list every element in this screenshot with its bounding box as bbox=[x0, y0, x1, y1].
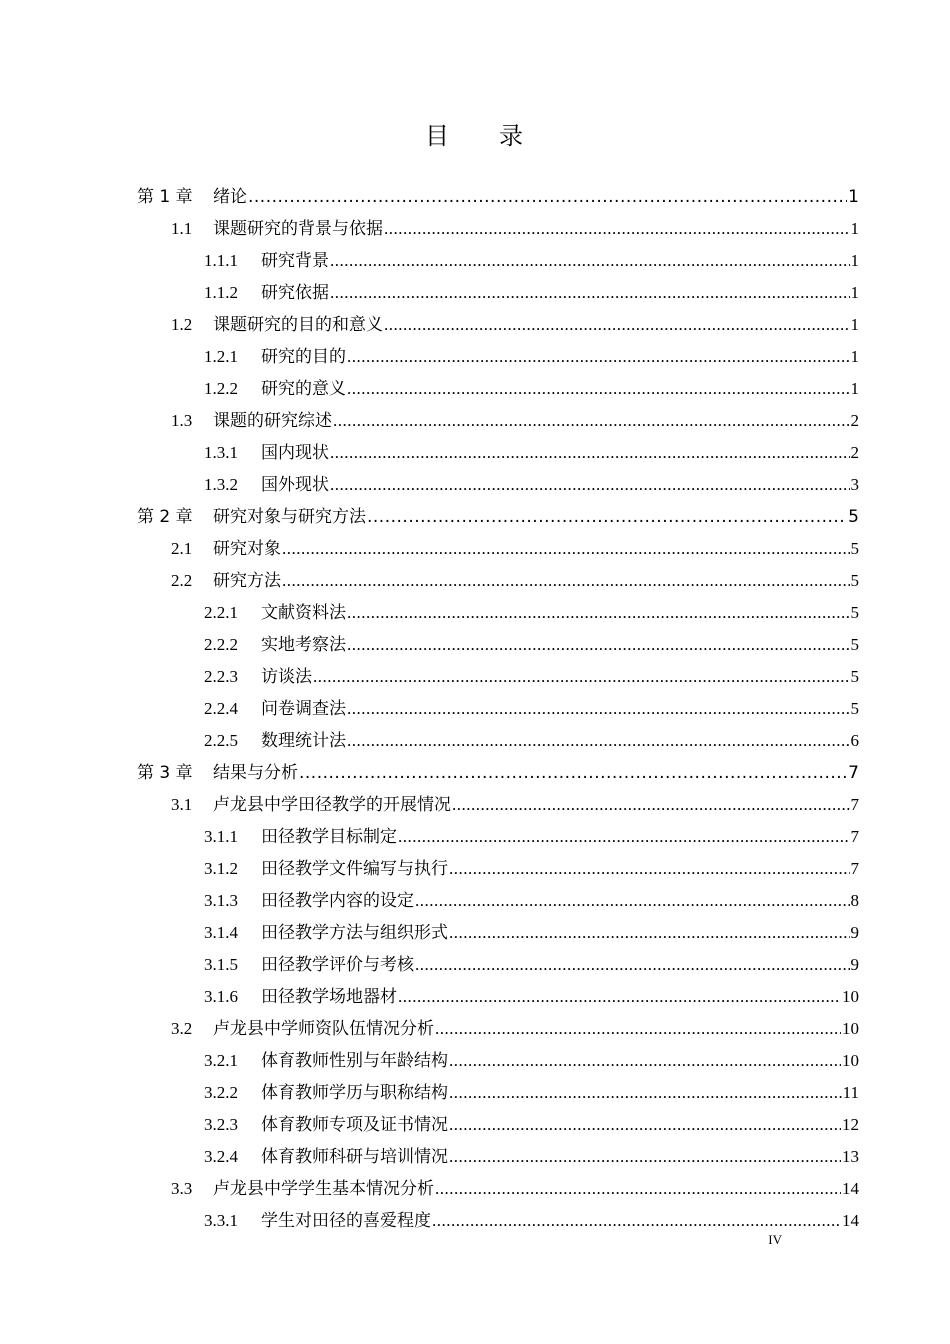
toc-entry-page: 1 bbox=[850, 379, 859, 398]
toc-entry-page: 5 bbox=[850, 667, 859, 686]
toc-entry-number: 2.1 bbox=[171, 539, 193, 558]
toc-entry-number: 2.2.4 bbox=[204, 699, 238, 718]
toc-entry-level-2[interactable] bbox=[171, 533, 859, 565]
toc-entry-level-3[interactable] bbox=[204, 629, 859, 661]
toc-leader-dots bbox=[452, 789, 850, 821]
toc-entry-level-1[interactable] bbox=[137, 757, 859, 789]
toc-entry-level-2[interactable] bbox=[171, 1173, 859, 1205]
toc-entry-number: 3.3 bbox=[171, 1179, 193, 1198]
toc-entry-level-1[interactable] bbox=[137, 501, 859, 533]
toc-entry-number: 3.1.4 bbox=[204, 923, 238, 942]
page-number-footer: IV bbox=[768, 1232, 782, 1247]
toc-entry-number: 第 1 章 bbox=[137, 187, 193, 207]
toc-entry-level-2[interactable] bbox=[171, 565, 859, 597]
toc-entry-page: 10 bbox=[842, 1051, 859, 1070]
toc-entry-level-3[interactable] bbox=[204, 821, 859, 853]
toc-entry-page: 1 bbox=[850, 219, 859, 238]
toc-entry-page: 1 bbox=[850, 251, 859, 270]
toc-entry-title: 田径教学目标制定 bbox=[261, 827, 397, 846]
toc-leader-dots bbox=[449, 1109, 841, 1141]
toc-leader-dots bbox=[330, 469, 850, 501]
toc-entry-page: 11 bbox=[842, 1083, 859, 1102]
toc-leader-dots bbox=[299, 757, 847, 789]
toc-entry-level-3[interactable] bbox=[204, 373, 859, 405]
toc-entry-number: 1.2 bbox=[171, 315, 193, 334]
toc-entry-level-3[interactable] bbox=[204, 661, 859, 693]
toc-entry-level-3[interactable] bbox=[204, 1045, 859, 1077]
toc-leader-dots bbox=[333, 405, 850, 437]
toc-entry-number: 3.1.3 bbox=[204, 891, 238, 910]
toc-entry-title: 学生对田径的喜爱程度 bbox=[261, 1211, 431, 1230]
toc-entry-number: 3.2.3 bbox=[204, 1115, 238, 1134]
toc-entry-page: 7 bbox=[850, 827, 859, 846]
toc-heading-char-2: 录 bbox=[499, 122, 525, 150]
toc-entry-number: 3.1.6 bbox=[204, 987, 238, 1006]
toc-leader-dots bbox=[415, 949, 850, 981]
toc-entry-title: 田径教学内容的设定 bbox=[261, 891, 414, 910]
toc-entry-page: 5 bbox=[850, 571, 859, 590]
toc-entry-page: 14 bbox=[842, 1211, 859, 1230]
toc-entry-page: 5 bbox=[850, 603, 859, 622]
toc-entry-title: 研究方法 bbox=[213, 571, 281, 590]
toc-entry-title: 结果与分析 bbox=[213, 763, 298, 783]
toc-leader-dots bbox=[330, 277, 850, 309]
toc-leader-dots bbox=[449, 917, 850, 949]
toc-entry-level-3[interactable] bbox=[204, 949, 859, 981]
toc-entry-title: 卢龙县中学师资队伍情况分析 bbox=[213, 1019, 434, 1038]
toc-leader-dots bbox=[435, 1173, 841, 1205]
toc-entry-page: 5 bbox=[850, 539, 859, 558]
toc-entry-level-3[interactable] bbox=[204, 1109, 859, 1141]
toc-entry-level-3[interactable] bbox=[204, 469, 859, 501]
toc-entry-title: 田径教学评价与考核 bbox=[261, 955, 414, 974]
toc-leader-dots bbox=[449, 1045, 841, 1077]
toc-entry-title: 研究对象 bbox=[213, 539, 281, 558]
toc-entry-number: 3.1.2 bbox=[204, 859, 238, 878]
toc-entry-title: 数理统计法 bbox=[261, 731, 346, 750]
toc-entry-page: 1 bbox=[850, 315, 859, 334]
toc-leader-dots bbox=[347, 597, 850, 629]
toc-leader-dots bbox=[384, 213, 850, 245]
toc-entry-level-3[interactable] bbox=[204, 725, 859, 757]
toc-entry-page: 2 bbox=[850, 443, 859, 462]
toc-entry-number: 3.1.5 bbox=[204, 955, 238, 974]
toc-leader-dots bbox=[398, 821, 850, 853]
toc-entry-page: 7 bbox=[850, 795, 859, 814]
toc-entry-number: 3.1 bbox=[171, 795, 193, 814]
toc-entry-title: 体育教师科研与培训情况 bbox=[261, 1147, 448, 1166]
toc-entry-level-2[interactable] bbox=[171, 789, 859, 821]
toc-entry-level-3[interactable] bbox=[204, 597, 859, 629]
toc-leader-dots bbox=[330, 245, 850, 277]
toc-entry-level-3[interactable] bbox=[204, 1141, 859, 1173]
toc-entry-number: 3.2.2 bbox=[204, 1083, 238, 1102]
toc-entry-number: 1.3.1 bbox=[204, 443, 238, 462]
toc-entry-page: 9 bbox=[850, 955, 859, 974]
toc-entry-number: 2.2.5 bbox=[204, 731, 238, 750]
toc-entry-page: 7 bbox=[850, 859, 859, 878]
toc-entry-title: 研究的目的 bbox=[261, 347, 346, 366]
toc-entry-level-3[interactable] bbox=[204, 1077, 859, 1109]
toc-entry-number: 2.2.2 bbox=[204, 635, 238, 654]
toc-entry-title: 访谈法 bbox=[261, 667, 312, 686]
toc-leader-dots bbox=[449, 1077, 842, 1109]
toc-entry-number: 第 2 章 bbox=[137, 507, 193, 527]
toc-entry-page: 1 bbox=[850, 347, 859, 366]
toc-entry-number: 1.1 bbox=[171, 219, 193, 238]
toc-entry-title: 体育教师专项及证书情况 bbox=[261, 1115, 448, 1134]
toc-entry-title: 国内现状 bbox=[261, 443, 329, 462]
toc-leader-dots bbox=[330, 437, 850, 469]
toc-entry-level-3[interactable] bbox=[204, 981, 859, 1013]
toc-entry-level-3[interactable] bbox=[204, 693, 859, 725]
toc-heading-char-1: 目 bbox=[425, 122, 451, 150]
toc-entry-number: 3.2.1 bbox=[204, 1051, 238, 1070]
toc-entry-page: 6 bbox=[850, 731, 859, 750]
toc-entry-page: 10 bbox=[842, 987, 859, 1006]
toc-entry-page: 12 bbox=[842, 1115, 859, 1134]
toc-entry-title: 研究背景 bbox=[261, 251, 329, 270]
toc-leader-dots bbox=[384, 309, 850, 341]
toc-leader-dots bbox=[282, 533, 850, 565]
toc-entry-number: 1.2.1 bbox=[204, 347, 238, 366]
toc-entry-number: 2.2.3 bbox=[204, 667, 238, 686]
toc-entry-number: 1.1.1 bbox=[204, 251, 238, 270]
toc-entry-title: 课题研究的背景与依据 bbox=[213, 219, 383, 238]
toc-entry-title: 卢龙县中学田径教学的开展情况 bbox=[213, 795, 451, 814]
toc-leader-dots bbox=[347, 341, 850, 373]
toc-entry-level-3[interactable] bbox=[204, 917, 859, 949]
toc-entry-title: 田径教学文件编写与执行 bbox=[261, 859, 448, 878]
toc-leader-dots bbox=[347, 693, 850, 725]
toc-entry-level-3[interactable] bbox=[204, 341, 859, 373]
toc-entry-title: 卢龙县中学学生基本情况分析 bbox=[213, 1179, 434, 1198]
toc-entry-number: 3.2 bbox=[171, 1019, 193, 1038]
toc-entry-title: 课题的研究综述 bbox=[213, 411, 332, 430]
toc-leader-dots bbox=[313, 661, 850, 693]
toc-leader-dots bbox=[347, 629, 850, 661]
toc-leader-dots bbox=[282, 565, 850, 597]
toc-entry-number: 3.1.1 bbox=[204, 827, 238, 846]
toc-entry-page: 8 bbox=[850, 891, 859, 910]
toc-entry-page: 13 bbox=[842, 1147, 859, 1166]
toc-entry-number: 1.1.2 bbox=[204, 283, 238, 302]
toc-entry-page: 3 bbox=[850, 475, 859, 494]
toc-entry-page: 7 bbox=[848, 763, 859, 783]
toc-entry-number: 3.2.4 bbox=[204, 1147, 238, 1166]
toc-entry-number: 2.2 bbox=[171, 571, 193, 590]
toc-entry-page: 14 bbox=[842, 1179, 859, 1198]
toc-leader-dots bbox=[248, 181, 847, 213]
toc-entry-page: 10 bbox=[842, 1019, 859, 1038]
toc-entry-title: 文献资料法 bbox=[261, 603, 346, 622]
toc-entry-page: 9 bbox=[850, 923, 859, 942]
toc-leader-dots bbox=[449, 1141, 841, 1173]
toc-entry-number: 第 3 章 bbox=[137, 763, 193, 783]
toc-leader-dots bbox=[415, 885, 850, 917]
toc-leader-dots bbox=[398, 981, 841, 1013]
toc-leader-dots bbox=[435, 1013, 841, 1045]
toc-entry-level-2[interactable] bbox=[171, 213, 859, 245]
toc-heading bbox=[0, 116, 950, 151]
toc-entry-page: 2 bbox=[850, 411, 859, 430]
toc-entry-level-2[interactable] bbox=[171, 405, 859, 437]
toc-entry-title: 体育教师性别与年龄结构 bbox=[261, 1051, 448, 1070]
toc-leader-dots bbox=[449, 853, 850, 885]
toc-entry-number: 1.2.2 bbox=[204, 379, 238, 398]
toc-entry-level-1[interactable] bbox=[137, 181, 859, 213]
toc-entry-title: 田径教学场地器材 bbox=[261, 987, 397, 1006]
toc-entry-title: 实地考察法 bbox=[261, 635, 346, 654]
toc-leader-dots bbox=[347, 725, 850, 757]
toc-leader-dots bbox=[367, 501, 847, 533]
toc-entry-title: 问卷调查法 bbox=[261, 699, 346, 718]
toc-entry-level-3[interactable] bbox=[204, 277, 859, 309]
toc-entry-number: 1.3.2 bbox=[204, 475, 238, 494]
toc-entry-number: 1.3 bbox=[171, 411, 193, 430]
toc-entry-number: 3.3.1 bbox=[204, 1211, 238, 1230]
toc-entry-level-3[interactable] bbox=[204, 853, 859, 885]
toc-entry-level-3[interactable] bbox=[204, 885, 859, 917]
toc-entry-level-3[interactable] bbox=[204, 245, 859, 277]
toc-entry-title: 体育教师学历与职称结构 bbox=[261, 1083, 448, 1102]
toc-entry-title: 研究依据 bbox=[261, 283, 329, 302]
toc-entry-page: 1 bbox=[848, 187, 859, 207]
toc-entry-page: 5 bbox=[850, 635, 859, 654]
toc-entry-number: 2.2.1 bbox=[204, 603, 238, 622]
toc-entry-level-2[interactable] bbox=[171, 309, 859, 341]
toc-entry-title: 国外现状 bbox=[261, 475, 329, 494]
toc-entry-title: 绪论 bbox=[213, 187, 247, 207]
toc-entry-title: 研究对象与研究方法 bbox=[213, 507, 366, 527]
toc-entry-page: 1 bbox=[850, 283, 859, 302]
toc-entry-title: 研究的意义 bbox=[261, 379, 346, 398]
toc-entry-level-2[interactable] bbox=[171, 1013, 859, 1045]
toc-entry-page: 5 bbox=[848, 507, 859, 527]
toc-entry-title: 课题研究的目的和意义 bbox=[213, 315, 383, 334]
toc-entry-page: 5 bbox=[850, 699, 859, 718]
toc-entry-title: 田径教学方法与组织形式 bbox=[261, 923, 448, 942]
toc-leader-dots bbox=[347, 373, 850, 405]
toc-entry-level-3[interactable] bbox=[204, 437, 859, 469]
